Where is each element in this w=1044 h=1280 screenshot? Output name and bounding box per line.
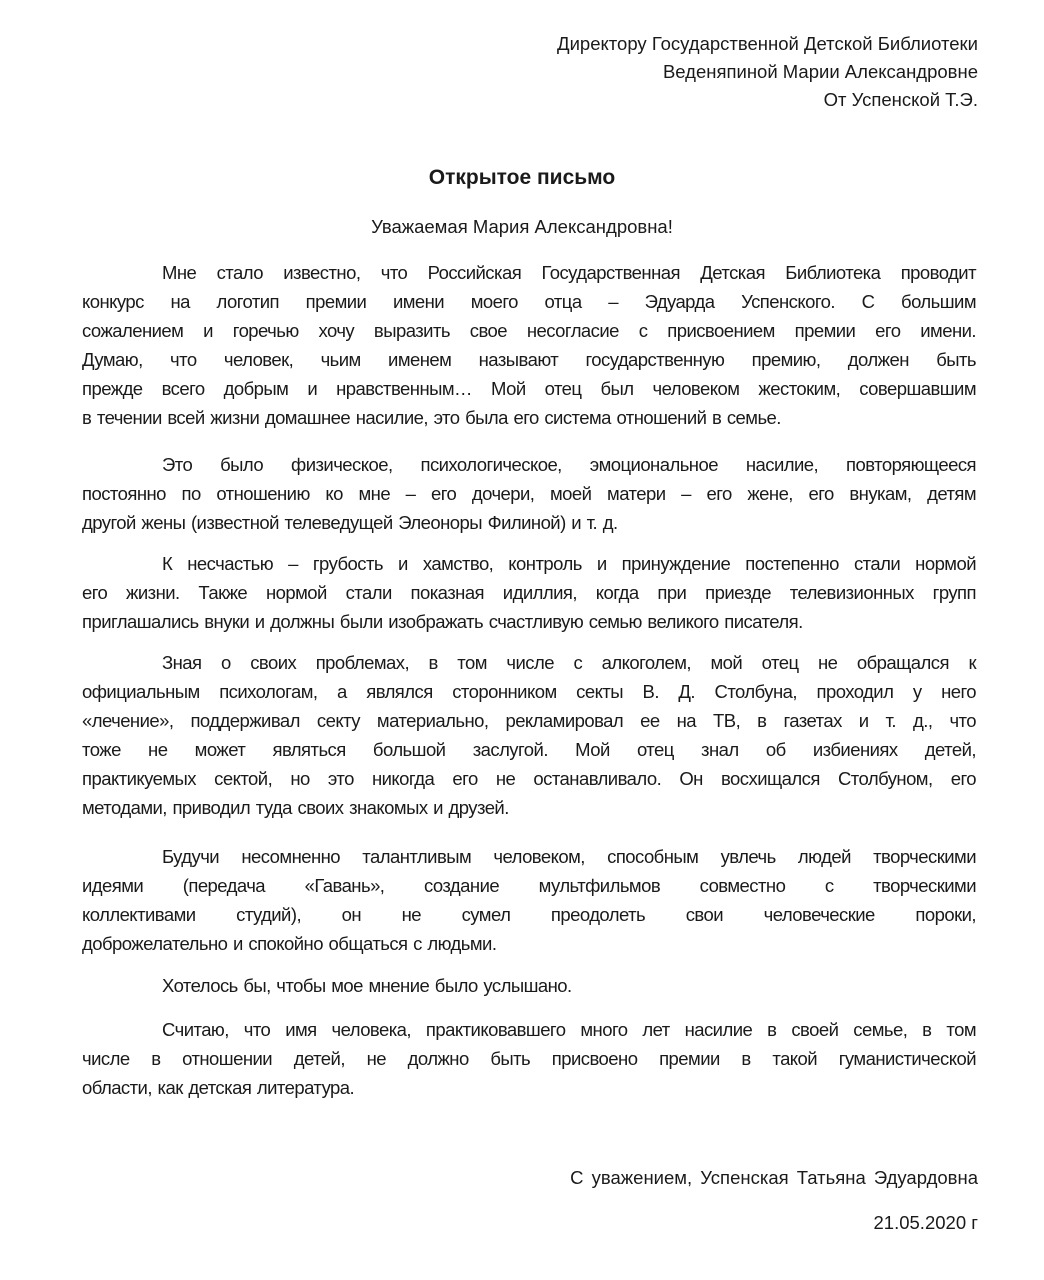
paragraph-3 <box>82 549 976 636</box>
addressee-line-2: Веденяпиной Марии Александровне <box>662 61 978 82</box>
paragraph-7 <box>82 1015 976 1102</box>
signature: С уважением, Успенская Татьяна Эдуардовна <box>570 1167 978 1188</box>
paragraph-1 <box>82 258 976 432</box>
text-line: постоянно по отношению ко мне – его дочери, моей матери – его жене, его внукам, детям <box>82 483 976 504</box>
paragraph-2 <box>82 450 976 537</box>
greeting: Уважаемая Мария Александровна! <box>371 216 673 237</box>
text-line: в течении всей жизни домашнее насилие, это была его система отношений в семье. <box>82 407 781 428</box>
paragraph-5 <box>82 842 976 958</box>
text-line: Хотелось бы, чтобы мое мнение было услышано. <box>162 975 572 996</box>
text-line: Это было физическое, психологическое, эмоциональное насилие, повторяющееся <box>162 454 976 475</box>
paragraph-6 <box>82 971 976 1000</box>
addressee-line-1: Директору Государственной Детской Библиотеки <box>557 33 978 54</box>
text-line: Будучи несомненно талантливым человеком, способным увлечь людей творческими <box>162 846 976 867</box>
text-line: конкурс на логотип премии имени моего отца – Эдуарда Успенского. С большим <box>82 291 976 312</box>
text-line: практикуемых сектой, но это никогда его не останавливало. Он восхищался Столбуном, его <box>82 768 976 789</box>
text-line: его жизни. Также нормой стали показная идиллия, когда при приезде телевизионных групп <box>82 582 976 603</box>
text-line: «лечение», поддерживал секту материально, рекламировал ее на ТВ, в газетах и т. д., что <box>82 710 976 731</box>
paragraph-4 <box>82 648 976 822</box>
text-line: доброжелательно и спокойно общаться с людьми. <box>82 933 497 954</box>
text-line: Думаю, что человек, чьим именем называют государственную премию, должен быть <box>82 349 976 370</box>
text-line: Мне стало известно, что Российская Государственная Детская Библиотека проводит <box>162 262 976 283</box>
text-line: Зная о своих проблемах, в том числе с алкоголем, мой отец не обращался к <box>162 652 976 673</box>
text-line: коллективами студий), он не сумел преодолеть свои человеческие пороки, <box>82 904 976 925</box>
text-line: официальным психологам, а являлся сторонником секты В. Д. Столбуна, проходил у него <box>82 681 976 702</box>
text-line: другой жены (известной телеведущей Элеоноры Филиной) и т. д. <box>82 512 618 533</box>
text-line: числе в отношении детей, не должно быть присвоено премии в такой гуманистической <box>82 1048 976 1069</box>
text-line: идеями (передача «Гавань», создание мультфильмов совместно с творческими <box>82 875 976 896</box>
text-line: приглашались внуки и должны были изображать счастливую семью великого писателя. <box>82 611 803 632</box>
text-line: Считаю, что имя человека, практиковавшего много лет насилие в своей семье, в том <box>162 1019 976 1040</box>
text-line: сожалением и горечью хочу выразить свое несогласие с присвоением премии его имени. <box>82 320 976 341</box>
text-line: тоже не может являться большой заслугой. Мой отец знал об избиениях детей, <box>82 739 976 760</box>
text-line: методами, приводил туда своих знакомых и друзей. <box>82 797 509 818</box>
addressee-block <box>557 30 978 114</box>
text-line: прежде всего добрым и нравственным… Мой отец был человеком жестоким, совершавшим <box>82 378 976 399</box>
text-line: области, как детская литература. <box>82 1077 355 1098</box>
document-title: Открытое письмо <box>428 166 616 189</box>
from-line: От Успенской Т.Э. <box>823 89 978 110</box>
text-line: К несчастью – грубость и хамство, контроль и принуждение постепенно стали нормой <box>162 553 976 574</box>
signature-date: 21.05.2020 г <box>873 1212 978 1233</box>
